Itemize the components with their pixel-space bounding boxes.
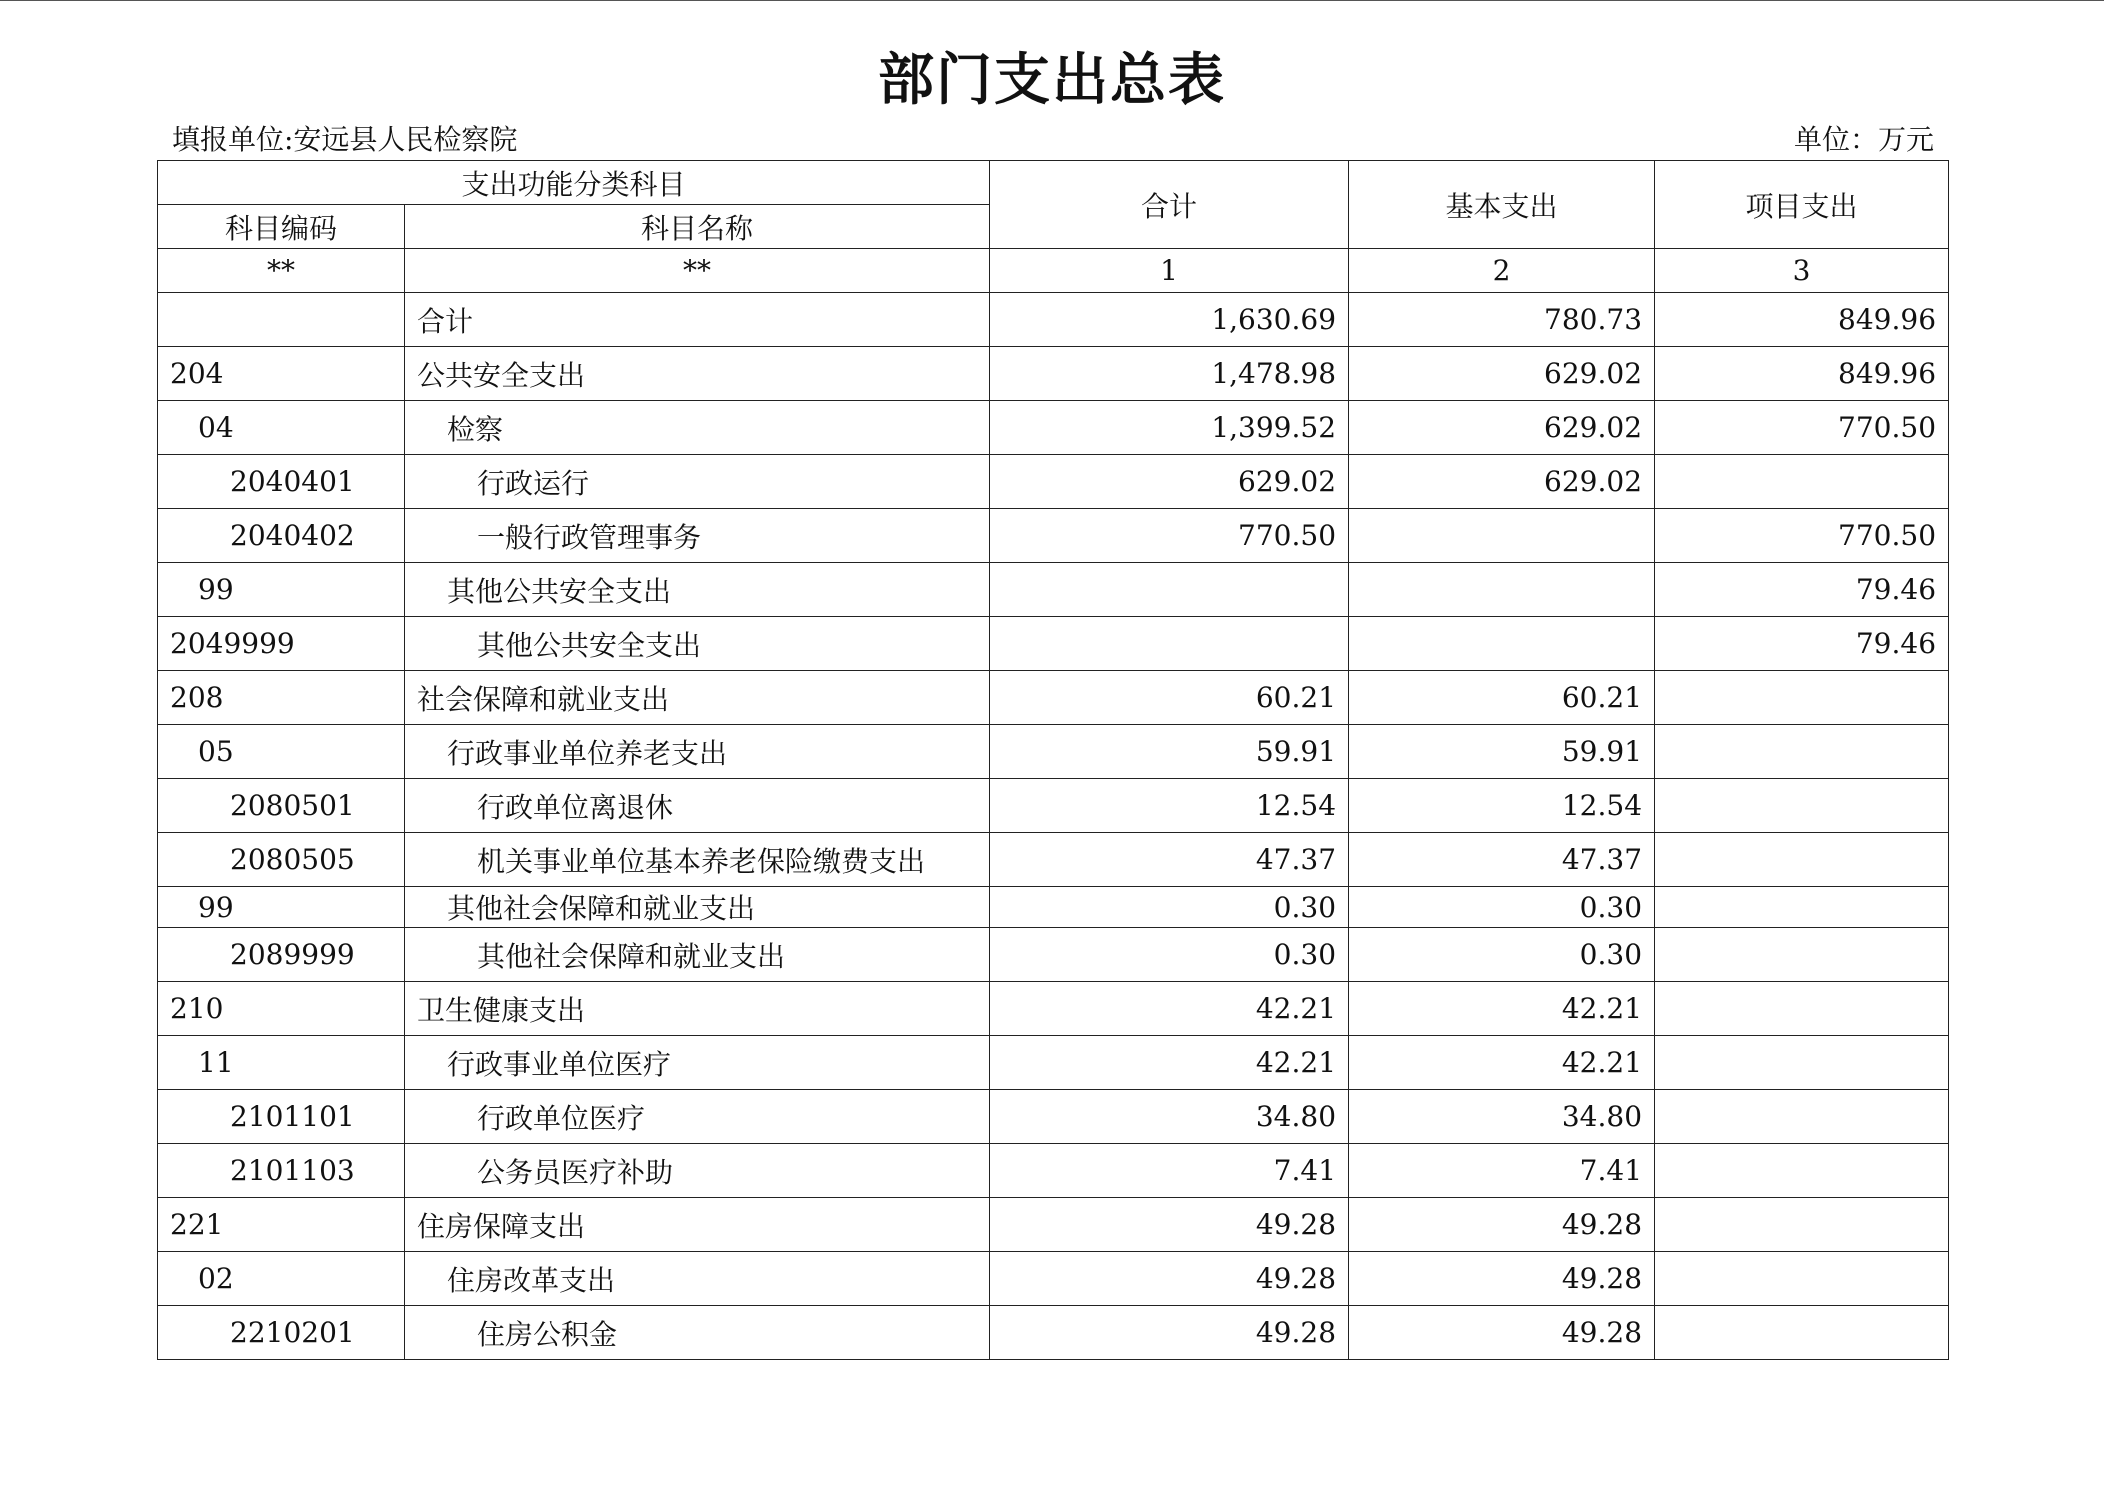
table-row (158, 779, 1949, 833)
table-row (158, 617, 1949, 671)
cell-code: 02 (158, 1252, 405, 1306)
table-row (158, 928, 1949, 982)
cell-project (1655, 887, 1949, 928)
cell-code: 11 (158, 1036, 405, 1090)
cell-total: 49.28 (990, 1198, 1349, 1252)
cell-name: 社会保障和就业支出 (405, 671, 990, 725)
header-name: 科目名称 (405, 205, 990, 249)
cell-name: 公共安全支出 (405, 347, 990, 401)
cell-basic (1349, 563, 1655, 617)
cell-code: 208 (158, 671, 405, 725)
table-row (158, 1252, 1949, 1306)
cell-code: 204 (158, 347, 405, 401)
cell-total: 0.30 (990, 928, 1349, 982)
table-row (158, 833, 1949, 887)
cell-name: 其他社会保障和就业支出 (405, 887, 990, 928)
page-title: 部门支出总表 (878, 47, 1226, 113)
cell-total: 49.28 (990, 1252, 1349, 1306)
header-total: 合计 (990, 161, 1349, 249)
cell-name: 机关事业单位基本养老保险缴费支出 (405, 833, 990, 887)
cell-name: 行政单位医疗 (405, 1090, 990, 1144)
cell-total: 59.91 (990, 725, 1349, 779)
cell-name: 检察 (405, 401, 990, 455)
unit-label: 单位：万元 (1793, 123, 1934, 156)
cell-code: 2089999 (158, 928, 405, 982)
cell-total: 1,399.52 (990, 401, 1349, 455)
page-top-border (0, 0, 2104, 1)
table-row (158, 1198, 1949, 1252)
cell-name: 一般行政管理事务 (405, 509, 990, 563)
header-project: 项目支出 (1655, 161, 1949, 249)
cell-project: 770.50 (1655, 509, 1949, 563)
table-row (158, 347, 1949, 401)
cell-code: 2049999 (158, 617, 405, 671)
index-basic: 2 (1349, 249, 1655, 293)
cell-name: 住房保障支出 (405, 1198, 990, 1252)
cell-code: 2080505 (158, 833, 405, 887)
table-row (158, 982, 1949, 1036)
cell-total (990, 617, 1349, 671)
table-row (158, 887, 1949, 928)
cell-basic: 780.73 (1349, 293, 1655, 347)
cell-name: 行政单位离退休 (405, 779, 990, 833)
index-project: 3 (1655, 249, 1949, 293)
cell-project: 849.96 (1655, 347, 1949, 401)
cell-name: 其他社会保障和就业支出 (405, 928, 990, 982)
cell-total: 1,630.69 (990, 293, 1349, 347)
cell-code: 2101103 (158, 1144, 405, 1198)
cell-project (1655, 1306, 1949, 1360)
cell-code (158, 293, 405, 347)
cell-project (1655, 671, 1949, 725)
cell-project (1655, 455, 1949, 509)
cell-name: 住房改革支出 (405, 1252, 990, 1306)
cell-code: 99 (158, 563, 405, 617)
cell-code: 99 (158, 887, 405, 928)
header-group-label: 支出功能分类科目 (158, 161, 990, 205)
table-header (158, 161, 1949, 293)
cell-total: 770.50 (990, 509, 1349, 563)
header-code: 科目编码 (158, 205, 405, 249)
table-body (158, 293, 1949, 1360)
cell-total: 47.37 (990, 833, 1349, 887)
cell-total: 0.30 (990, 887, 1349, 928)
cell-basic: 60.21 (1349, 671, 1655, 725)
cell-project: 849.96 (1655, 293, 1949, 347)
cell-name: 其他公共安全支出 (405, 563, 990, 617)
cell-basic: 0.30 (1349, 928, 1655, 982)
cell-name: 合计 (405, 293, 990, 347)
table-row (158, 1036, 1949, 1090)
cell-code: 05 (158, 725, 405, 779)
cell-total: 60.21 (990, 671, 1349, 725)
cell-project (1655, 725, 1949, 779)
cell-basic: 42.21 (1349, 982, 1655, 1036)
cell-basic: 0.30 (1349, 887, 1655, 928)
table-row (158, 1144, 1949, 1198)
table-row (158, 455, 1949, 509)
table-row (158, 293, 1949, 347)
cell-total: 629.02 (990, 455, 1349, 509)
cell-total (990, 563, 1349, 617)
cell-total: 49.28 (990, 1306, 1349, 1360)
reporting-unit: 填报单位:安远县人民检察院 (172, 123, 518, 156)
cell-name: 住房公积金 (405, 1306, 990, 1360)
cell-project (1655, 1090, 1949, 1144)
cell-basic: 12.54 (1349, 779, 1655, 833)
cell-code: 04 (158, 401, 405, 455)
index-code: ** (158, 249, 405, 293)
cell-total: 12.54 (990, 779, 1349, 833)
table-row (158, 401, 1949, 455)
cell-basic: 42.21 (1349, 1036, 1655, 1090)
cell-name: 其他公共安全支出 (405, 617, 990, 671)
header-basic: 基本支出 (1349, 161, 1655, 249)
cell-name: 卫生健康支出 (405, 982, 990, 1036)
cell-project (1655, 928, 1949, 982)
cell-project: 79.46 (1655, 617, 1949, 671)
table-row (158, 1090, 1949, 1144)
cell-basic (1349, 617, 1655, 671)
cell-project (1655, 1198, 1949, 1252)
table-row (158, 563, 1949, 617)
cell-name: 行政事业单位医疗 (405, 1036, 990, 1090)
cell-project (1655, 1036, 1949, 1090)
index-name: ** (405, 249, 990, 293)
cell-code: 2040401 (158, 455, 405, 509)
cell-basic: 629.02 (1349, 401, 1655, 455)
cell-project (1655, 982, 1949, 1036)
cell-name: 公务员医疗补助 (405, 1144, 990, 1198)
cell-code: 2210201 (158, 1306, 405, 1360)
cell-code: 210 (158, 982, 405, 1036)
table-row (158, 671, 1949, 725)
table-row (158, 509, 1949, 563)
cell-basic: 49.28 (1349, 1198, 1655, 1252)
cell-name: 行政运行 (405, 455, 990, 509)
table-row (158, 1306, 1949, 1360)
expenditure-table (157, 160, 1949, 1360)
cell-basic: 49.28 (1349, 1306, 1655, 1360)
cell-basic: 47.37 (1349, 833, 1655, 887)
cell-project: 79.46 (1655, 563, 1949, 617)
cell-code: 2080501 (158, 779, 405, 833)
cell-basic: 629.02 (1349, 455, 1655, 509)
table-row (158, 725, 1949, 779)
cell-basic (1349, 509, 1655, 563)
cell-total: 1,478.98 (990, 347, 1349, 401)
cell-project: 770.50 (1655, 401, 1949, 455)
cell-project (1655, 1144, 1949, 1198)
cell-project (1655, 833, 1949, 887)
cell-total: 34.80 (990, 1090, 1349, 1144)
cell-total: 42.21 (990, 1036, 1349, 1090)
cell-name: 行政事业单位养老支出 (405, 725, 990, 779)
cell-code: 2040402 (158, 509, 405, 563)
cell-basic: 7.41 (1349, 1144, 1655, 1198)
cell-basic: 59.91 (1349, 725, 1655, 779)
cell-basic: 629.02 (1349, 347, 1655, 401)
cell-code: 221 (158, 1198, 405, 1252)
cell-basic: 49.28 (1349, 1252, 1655, 1306)
index-total: 1 (990, 249, 1349, 293)
cell-basic: 34.80 (1349, 1090, 1655, 1144)
cell-project (1655, 1252, 1949, 1306)
cell-project (1655, 779, 1949, 833)
cell-code: 2101101 (158, 1090, 405, 1144)
cell-total: 42.21 (990, 982, 1349, 1036)
cell-total: 7.41 (990, 1144, 1349, 1198)
